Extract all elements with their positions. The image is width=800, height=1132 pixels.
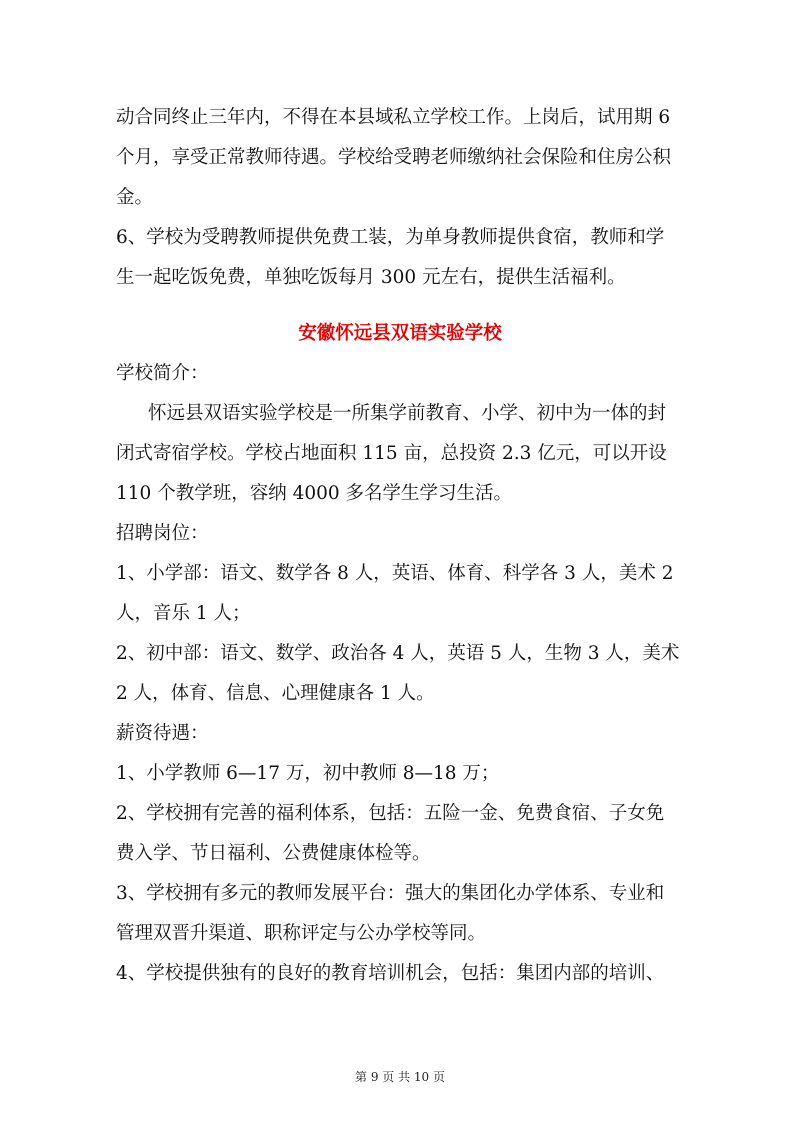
paragraph-line: 110 个教学班，容纳 4000 多名学生学习生活。 [116,483,513,504]
positions-label: 招聘岗位： [116,523,209,544]
list-item [116,874,684,954]
spacer [116,298,684,314]
paragraph-line: 2 人，体育、信息、心理健康各 1 人。 [116,683,435,704]
continuation-paragraph [116,98,684,218]
paragraph-line: 费入学、节日福利、公费健康体检等。 [116,843,431,864]
paragraph-line: 4、学校提供独有的良好的教育培训机会，包括：集团内部的培训、 [116,963,665,984]
paragraph-line: 金。 [116,187,154,208]
page-content [116,98,684,994]
page-number-footer: 第 9 页 共 10 页 [355,1070,445,1084]
list-item [116,954,684,994]
list-item [116,794,684,874]
paragraph-line: 3、学校拥有多元的教师发展平台：强大的集团化办学体系、专业和 [116,883,665,904]
school-title: 安徽怀远县双语实验学校 [298,323,502,344]
intro-paragraph [116,394,684,514]
paragraph-line: 2、初中部：语文、数学、政治各 4 人，英语 5 人，生物 3 人，美术 [116,643,680,664]
list-item [116,754,684,794]
intro-label: 学校简介： [116,363,209,384]
paragraph-line: 动合同终止三年内，不得在本县域私立学校工作。上岗后，试用期 6 [116,107,671,128]
list-item [116,554,684,634]
paragraph-line: 生一起吃饭免费，单独吃饭每月 300 元左右，提供生活福利。 [116,267,626,288]
list-item [116,634,684,714]
paragraph-line: 管理双晋升渠道、职称评定与公办学校等同。 [116,923,487,944]
paragraph-line: 个月，享受正常教师待遇。学校给受聘老师缴纳社会保险和住房公积 [116,147,672,168]
paragraph-line: 闭式寄宿学校。学校占地面积 115 亩，总投资 2.3 亿元，可以开设 [116,443,667,464]
paragraph-line: 6、学校为受聘教师提供免费工装，为单身教师提供食宿，教师和学 [116,227,665,248]
paragraph-line: 怀远县双语实验学校是一所集学前教育、小学、初中为一体的封 [148,403,667,424]
paragraph-line: 2、学校拥有完善的福利体系，包括：五险一金、免费食宿、子女免 [116,803,665,824]
list-item [116,218,684,298]
salary-label: 薪资待遇： [116,723,209,744]
paragraph-line: 1、小学部：语文、数学各 8 人，英语、体育、科学各 3 人，美术 2 [116,563,674,584]
paragraph-line: 1、小学教师 6—17 万，初中教师 8—18 万； [116,763,500,784]
paragraph-line: 人，音乐 1 人； [116,603,251,624]
